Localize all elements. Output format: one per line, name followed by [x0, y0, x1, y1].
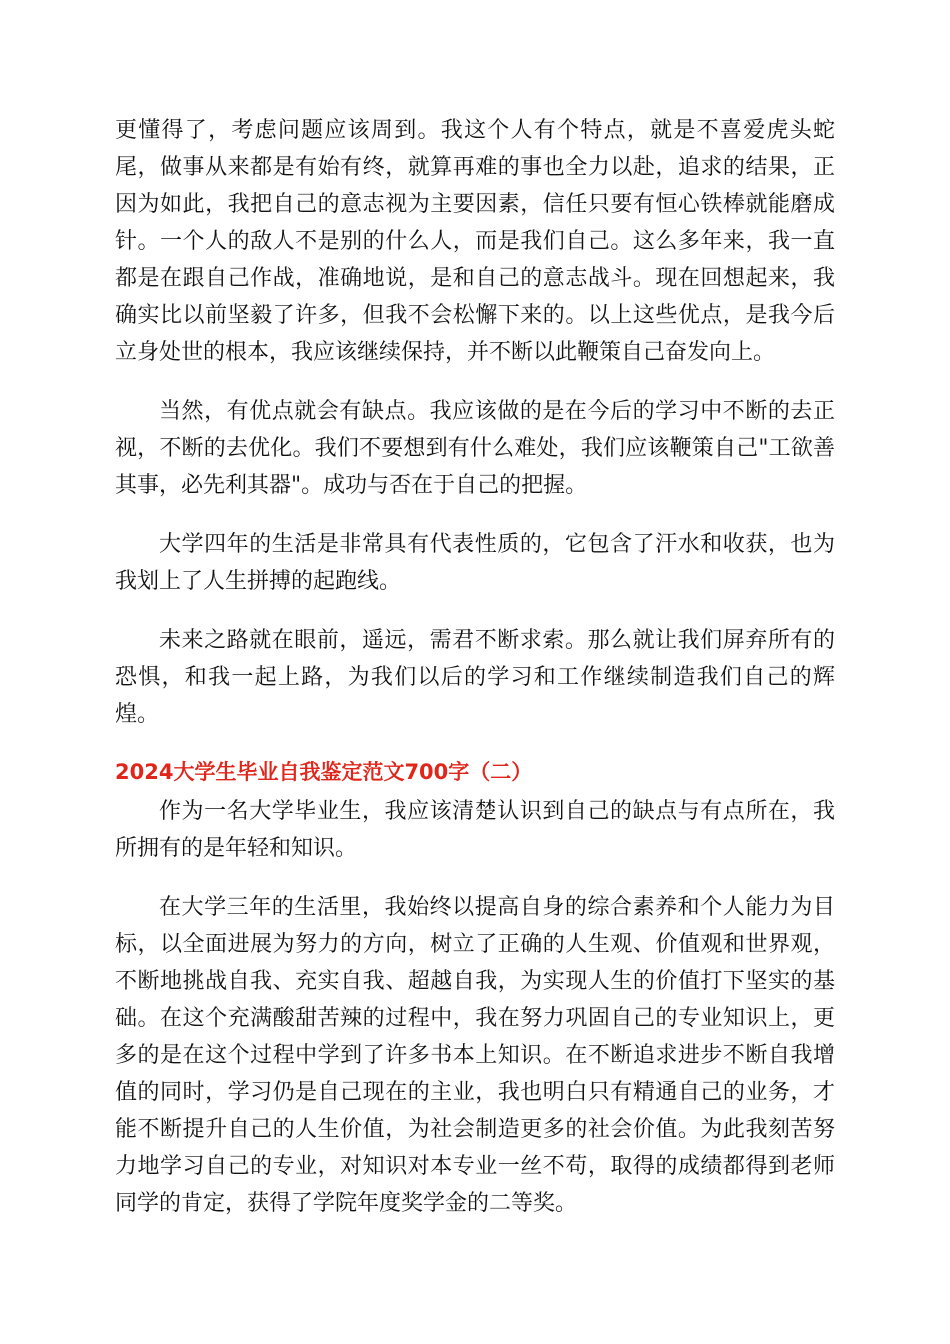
- paragraph-shortcomings: 当然，有优点就会有缺点。我应该做的是在今后的学习中不断的去正视，不断的去优化。我们不要想到有什么难处，我们应该鞭策自己"工欲善其事，必先利其器"。成功与否在于自己的把握。: [115, 399, 835, 498]
- paragraph-future-road: 未来之路就在眼前，遥远，需君不断求索。那么就让我们屏弃所有的恐惧，和我一起上路，为我们以后的学习和工作继续制造我们自己的辉煌。: [115, 628, 835, 727]
- paragraph-university-life: 大学四年的生活是非常具有代表性质的，它包含了汗水和收获，也为我划上了人生拼搏的起跑线。: [115, 532, 835, 594]
- paragraph-graduate-intro: 作为一名大学毕业生，我应该清楚认识到自己的缺点与有点所在，我所拥有的是年轻和知识。: [115, 799, 835, 861]
- document-body: [115, 112, 835, 1244]
- paragraph-three-years: 在大学三年的生活里，我始终以提高自身的综合素养和个人能力为目标，以全面进展为努力的方向，树立了正确的人生观、价值观和世界观，不断地挑战自我、充实自我、超越自我，为实现人生的价值打下坚实的基础。在这个充满酸甜苦辣的过程中，我在努力巩固自己的专业知识上，更多的是在这个过程中学到了许多书本上知识。在不断追求进步不断自我增值的同时，学习仍是自己现在的主业，我也明白只有精通自己的业务，才能不断提升自己的人生价值，为社会制造更多的社会价值。为此我刻苦努力地学习自己的专业，对知识对本专业一丝不苟，取得的成绩都得到老师同学的肯定，获得了学院年度奖学金的二等奖。: [115, 895, 835, 1216]
- section-heading: 2024大学生毕业自我鉴定范文700字（二）: [115, 760, 533, 784]
- paragraph-continued: 更懂得了，考虑问题应该周到。我这个人有个特点，就是不喜爱虎头蛇尾，做事从来都是有始有终，就算再难的事也全力以赴，追求的结果，正因为如此，我把自己的意志视为主要因素，信任只要有恒心铁棒就能磨成针。一个人的敌人不是别的什么人，而是我们自己。这么多年来，我一直都是在跟自己作战，准确地说，是和自己的意志战斗。现在回想起来，我确实比以前坚毅了许多，但我不会松懈下来的。以上这些优点，是我今后立身处世的根本，我应该继续保持，并不断以此鞭策自己奋发向上。: [115, 118, 835, 365]
